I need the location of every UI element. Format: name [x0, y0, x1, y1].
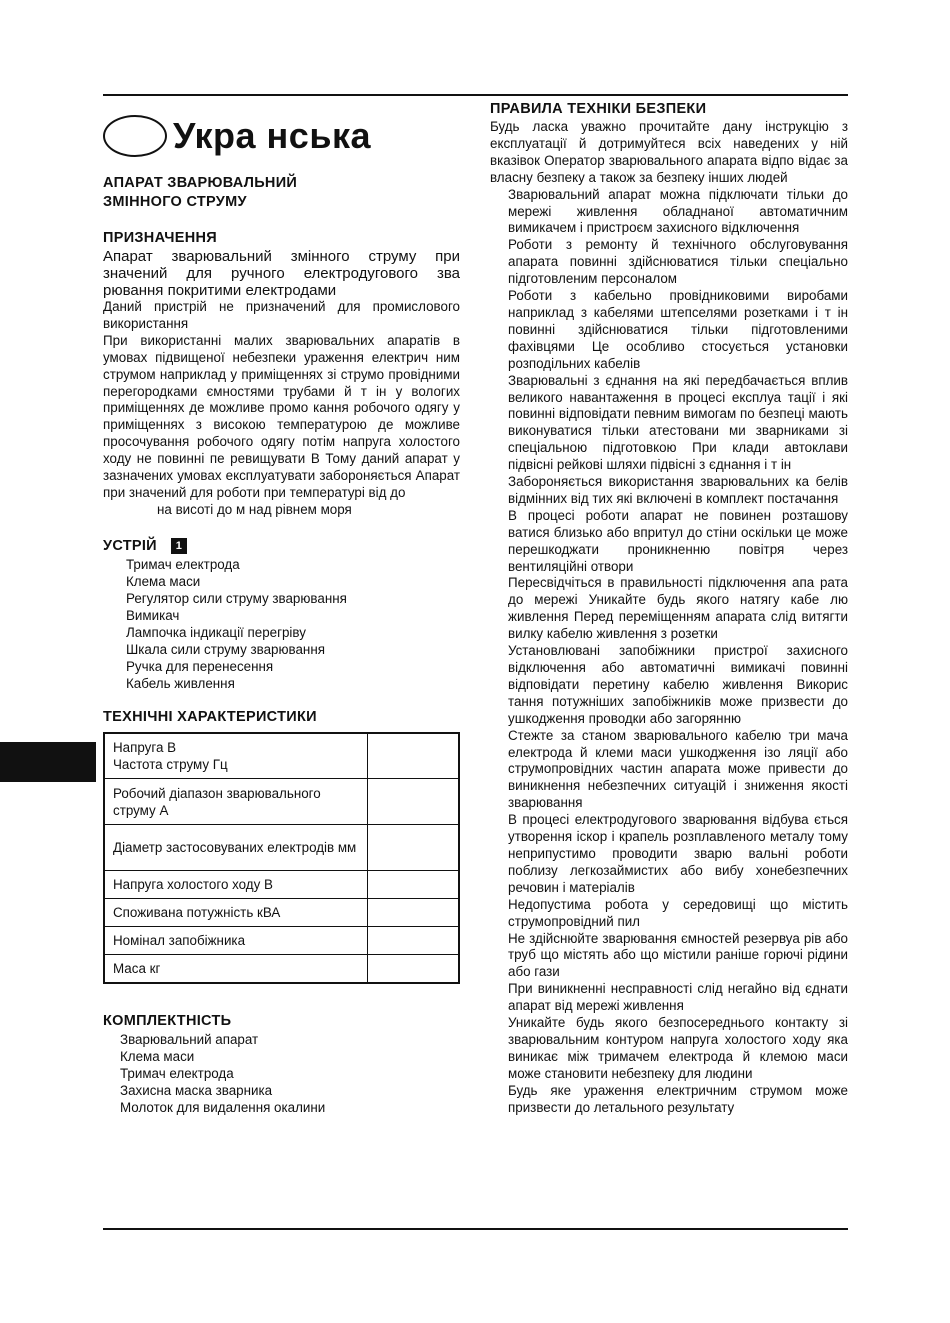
list-item: Уникайте будь якого безпосереднього контакту зі зварювальним контуром напруга холостого ходу яка виникає між тримачем електрода й клемою маси може становити небезпеку для людини	[508, 1015, 848, 1081]
purpose-paragraph-2-end: на висоті до м над рівнем моря	[157, 501, 352, 517]
list-item: Шкала сили струму зварювання	[126, 641, 325, 657]
top-rule	[103, 94, 848, 96]
list-item: Зварювальні з єднання на які передбачається вплив великого навантаження в процесі експлуа тації і які повинні відповідати певним вимогам по безпеці мають виконуватися тільки атестовани ми зварниками зі спеціальною підготовкою При клади автоклави підвісні рейкові шляхи підвісні з єднання і т ін	[508, 372, 848, 473]
list-item: Кабель живлення	[126, 675, 235, 691]
list-item: Зварювальний апарат можна підключати тільки до мережі живлення обладнаної автоматичним вимикачем і пристроєм захисного відключення	[508, 186, 848, 236]
purpose-heading: ПРИЗНАЧЕННЯ	[103, 230, 217, 246]
list-item: Роботи з кабельно провідниковими виробами наприклад з кабелями штепселями розетками і т ін повинні здійснюватися тільки підготовленими фахівцями Це особливо стосується установки розподільних кабелів	[508, 288, 848, 371]
list-item: Будь яке ураження електричним струмом може призвести до летального результату	[508, 1082, 848, 1115]
list-item: В процесі електродугового зварювання відбува ється утворення іскор і крапель розплавленого металу тому неприпустимо проводити зварю вальні роботи поблизу легкозаймистих або вибу хонебезпечних речовин і матеріалів	[508, 812, 848, 895]
bottom-rule	[103, 1228, 848, 1230]
spec-label: Робочий діапазон зварювального струму А	[104, 779, 368, 825]
spec-label: Маса кг	[104, 955, 368, 984]
list-item: Регулятор сили струму зварювання	[126, 590, 347, 606]
language-title: Укра нська	[173, 115, 371, 156]
list-item: Зварювальний апарат	[120, 1032, 259, 1048]
device-title-line2: ЗМІННОГО СТРУМУ	[103, 194, 247, 210]
purpose-intro: Апарат зварювальний змінного струму при значений для ручного електродугового зва рювання покритими електродами	[103, 248, 460, 299]
list-item: Тримач електрода	[126, 556, 240, 572]
list-item: Вимикач	[126, 607, 180, 623]
kit-list	[103, 1031, 460, 1116]
list-item: Пересвідчіться в правильності підключення апа рата до мережі Уникайте будь якого натягу кабе лю живлення Перед переміщенням апарата слід витягти вилку кабелю живлення з розетки	[508, 575, 848, 642]
device-heading-text: УСТРІЙ	[103, 537, 157, 554]
spec-value	[368, 899, 460, 927]
list-item: Лампочка індикації перегріву	[126, 624, 306, 640]
left-column	[103, 108, 460, 1116]
list-item: Ручка для перенесення	[126, 658, 274, 674]
spec-value	[368, 871, 460, 899]
safety-heading: ПРАВИЛА ТЕХНІКИ БЕЗПЕКИ	[490, 101, 707, 117]
spec-label: Номінал запобіжника	[104, 927, 368, 955]
spec-label: Напруга холостого ходу В	[104, 871, 368, 899]
table-row	[104, 779, 459, 825]
spec-value	[368, 779, 460, 825]
list-item: Стежте за станом зварювального кабелю три мача електрода й клеми маси ушкодження ізо ляції або струмопровідних частин апарата може привести до виникнення небезпечних ситуацій і зниження якості зварювання	[508, 727, 848, 811]
purpose-paragraph-1: Даний пристрій не призначений для промислового використання	[103, 299, 460, 331]
spec-value	[368, 927, 460, 955]
spec-label: Споживана потужність кВА	[104, 899, 368, 927]
list-item: Роботи з ремонту й технічного обслуговування апарата повинні здійснюватися тільки спеціально підготовленим персоналом	[508, 237, 848, 287]
language-oval-icon	[103, 115, 167, 157]
purpose-paragraph-2: При використанні малих зварювальних апаратів в умовах підвищеної небезпеки ураження електрич ним струмом наприклад у приміщеннях зі струмо провідними перегородками ємностями трубами й т ін у вологих приміщеннях де можливе промо кання робочого одягу у приміщеннях з високою температурою де можливе просочування робочого одягу потім напруга холостого ходу не повинні пе ревищувати В Тому даний апарат у зазначених умовах експлуатувати забороняється Апарат при значений для роботи при температурі від до	[103, 332, 460, 500]
device-title-line1: АПАРАТ ЗВАРЮВАЛЬНИЙ	[103, 175, 298, 191]
spec-label: Напруга В Частота струму Гц	[104, 733, 368, 779]
list-item: При виникненні несправності слід негайно від єднати апарат від мережі живлення	[508, 981, 848, 1014]
spec-label: Діаметр застосовуваних електродів мм	[104, 825, 368, 871]
figure-badge: 1	[171, 538, 187, 554]
language-header	[103, 108, 460, 164]
spec-value	[368, 825, 460, 871]
table-row	[104, 955, 459, 984]
list-item: В процесі роботи апарат не повинен розташову ватися близько або впритул до стіни оскільки це може перешкоджати проникненню повітря через вентиляційні отвори	[508, 507, 848, 574]
list-item: Установлювані запобіжники пристрої захисного відключення або автоматичні вимикачі повинні відповідати перетину кабелю живлення Викорис тання потужніших запобіжників може призвести до ушкодження проводки або загорянню	[508, 643, 848, 726]
table-row	[104, 733, 459, 779]
list-item: Недопустима робота у середовищі що містить струмопровідний пил	[508, 896, 848, 929]
language-side-tab	[0, 742, 96, 782]
right-column	[490, 100, 848, 1116]
safety-rules-list	[490, 187, 848, 1117]
safety-intro: Будь ласка уважно прочитайте дану інструкцію з експлуатації й дотримуйтеся всіх наведених у ній вказівок Оператор зварювального апарата відпо відає за власну безпеку а також за безпеку інших людей	[490, 119, 848, 185]
list-item: Не здійснюйте зварювання ємностей резервуа рів або труб що містять або що містили раніше горючі рідини або гази	[508, 930, 848, 980]
list-item: Захисна маска зварника	[120, 1083, 273, 1099]
list-item: Забороняється використання зварювальних ка белів відмінних від тих які включені в комплект постачання	[508, 474, 848, 506]
table-row	[104, 927, 459, 955]
list-item: Клема маси	[120, 1049, 195, 1065]
table-row	[104, 825, 459, 871]
kit-heading: КОМПЛЕКТНІСТЬ	[103, 1013, 232, 1030]
device-heading	[103, 537, 460, 556]
list-item: Молоток для видалення окалини	[120, 1100, 326, 1116]
spec-value	[368, 955, 460, 984]
spec-value	[368, 733, 460, 779]
table-row	[104, 899, 459, 927]
specs-table	[103, 732, 460, 985]
specs-heading: ТЕХНІЧНІ ХАРАКТЕРИСТИКИ	[103, 708, 317, 725]
device-parts-list	[103, 556, 460, 692]
table-row	[104, 871, 459, 899]
list-item: Клема маси	[126, 573, 201, 589]
list-item: Тримач електрода	[120, 1066, 234, 1082]
